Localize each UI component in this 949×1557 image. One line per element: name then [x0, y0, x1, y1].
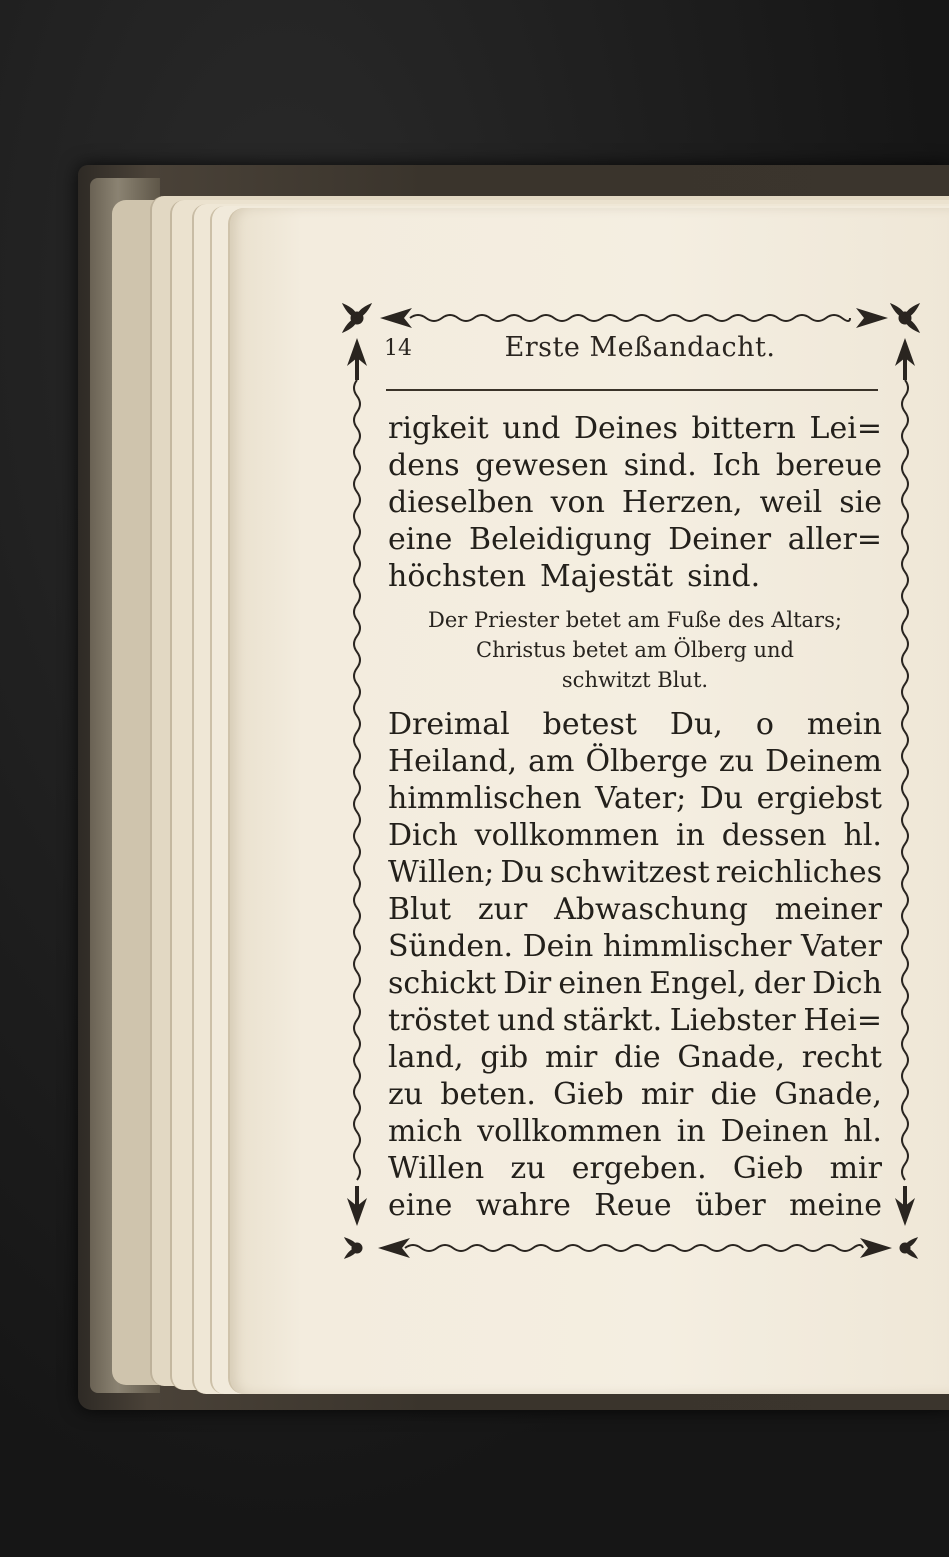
- word: himmlischer: [602, 929, 792, 964]
- text-line: [388, 817, 882, 854]
- word: Willen;: [388, 855, 495, 890]
- page-number: 14: [384, 336, 412, 361]
- word: aller=: [787, 522, 882, 557]
- word: der: [753, 966, 806, 1001]
- word: Dreimal: [388, 707, 510, 742]
- text-line: [388, 1039, 882, 1076]
- word: mein: [806, 707, 882, 742]
- word: dens: [388, 448, 460, 483]
- arrow-left-icon: [380, 308, 412, 328]
- word: mir: [640, 1077, 694, 1112]
- word: Ölberge: [585, 744, 708, 779]
- word: hl.: [843, 818, 882, 853]
- word: am: [528, 744, 575, 779]
- word: höchsten: [388, 559, 527, 594]
- word: bereue: [775, 448, 882, 483]
- word: ergiebst: [756, 781, 882, 816]
- text-line: [388, 558, 882, 595]
- word: Vater;: [595, 781, 687, 816]
- word: wahre: [475, 1188, 571, 1223]
- word: weil: [759, 485, 823, 520]
- word: Engel,: [649, 966, 747, 1001]
- word: mir: [829, 1151, 882, 1186]
- word: hl.: [843, 1114, 882, 1149]
- word: dessen: [721, 818, 827, 853]
- word: zu: [718, 744, 755, 779]
- word: sind.: [623, 448, 697, 483]
- paragraph-1: [388, 410, 882, 595]
- word: Gnade,: [774, 1077, 882, 1112]
- word: und: [502, 411, 561, 446]
- word: die: [614, 1040, 661, 1075]
- word: Du: [500, 855, 544, 890]
- word: die: [710, 1077, 758, 1112]
- word: in: [675, 818, 705, 853]
- word: Dein: [522, 929, 594, 964]
- text-line: [388, 965, 882, 1002]
- word: Deiner: [668, 522, 772, 557]
- corner-ornament-icon: [900, 1238, 917, 1258]
- word: Dich: [388, 818, 458, 853]
- word: Reue: [594, 1188, 672, 1223]
- word: Hei=: [803, 1003, 882, 1038]
- word: betest: [542, 707, 637, 742]
- header-rule: [386, 389, 878, 391]
- text-line: [388, 1187, 882, 1224]
- word: zu: [510, 1151, 546, 1186]
- word: zur: [477, 892, 528, 927]
- text-line: [388, 1076, 882, 1113]
- word: mir: [544, 1040, 598, 1075]
- word: Ich: [712, 448, 761, 483]
- word: Deinem: [765, 744, 882, 779]
- word: Du,: [669, 707, 723, 742]
- word: meine: [789, 1188, 882, 1223]
- corner-ornament-icon: [343, 304, 371, 332]
- rubric-line: schwitzt Blut.: [561, 668, 709, 692]
- word: dieselben: [388, 485, 534, 520]
- word: Herzen,: [621, 485, 743, 520]
- word: tröstet: [388, 1003, 490, 1038]
- word: Blut: [388, 892, 452, 927]
- corner-ornament-icon: [345, 1238, 362, 1258]
- text-line: [388, 1113, 882, 1150]
- word: o: [755, 707, 774, 742]
- word: vollkommen: [477, 1114, 662, 1149]
- word: schwitzest: [549, 855, 710, 890]
- arrow-right-icon: [860, 1238, 892, 1258]
- word: stärkt.: [562, 1003, 663, 1038]
- word: rigkeit: [388, 411, 489, 446]
- word: sie: [839, 485, 882, 520]
- text-line: [388, 854, 882, 891]
- word: eine: [388, 1188, 453, 1223]
- left-wavy-rule: [354, 380, 360, 1180]
- word: ergeben.: [571, 1151, 707, 1186]
- text-line: [388, 780, 882, 817]
- word: Gieb: [732, 1151, 804, 1186]
- word: einen: [558, 966, 643, 1001]
- word: bittern: [691, 411, 796, 446]
- word: recht: [801, 1040, 882, 1075]
- word: Vater: [801, 929, 882, 964]
- word: Heiland,: [388, 744, 518, 779]
- word: Du: [699, 781, 744, 816]
- word: Majestät: [540, 559, 674, 594]
- top-wavy-rule: [410, 315, 850, 321]
- word: gewesen: [475, 448, 609, 483]
- text-line: [388, 1150, 882, 1187]
- word: Gnade,: [677, 1040, 785, 1075]
- word: sind.: [687, 559, 761, 594]
- paragraph-2: [388, 706, 882, 1224]
- word: Willen: [388, 1151, 485, 1186]
- word: eine: [388, 522, 453, 557]
- text-line: [388, 743, 882, 780]
- word: von: [550, 485, 605, 520]
- word: gib: [480, 1040, 529, 1075]
- bottom-wavy-rule: [405, 1245, 863, 1251]
- word: Deinen: [720, 1114, 829, 1149]
- text-line: [388, 928, 882, 965]
- rubric-line: Christus betet am Ölberg und: [476, 638, 794, 662]
- word: über: [695, 1188, 766, 1223]
- word: Lei=: [809, 411, 882, 446]
- rubric-line: Der Priester betet am Fuße des Altars;: [428, 608, 842, 632]
- word: zu: [388, 1077, 424, 1112]
- word: Beleidigung: [469, 522, 652, 557]
- word: Gieb: [553, 1077, 624, 1112]
- text-line: [388, 891, 882, 928]
- text-line: [388, 1002, 882, 1039]
- text-line: [388, 706, 882, 743]
- text-line: [388, 410, 882, 447]
- word: Dir: [503, 966, 552, 1001]
- word: beten.: [440, 1077, 536, 1112]
- word: himmlischen: [388, 781, 582, 816]
- word: Abwaschung: [554, 892, 748, 927]
- word: vollkommen: [474, 818, 660, 853]
- arrow-right-icon: [856, 308, 888, 328]
- text-line: [388, 447, 882, 484]
- text-line: [388, 484, 882, 521]
- word: Liebster: [669, 1003, 796, 1038]
- word: Dich: [812, 966, 882, 1001]
- word: schickt: [388, 966, 497, 1001]
- corner-ornament-icon: [891, 304, 919, 332]
- word: und: [497, 1003, 556, 1038]
- rubric-instruction: [388, 605, 882, 695]
- word: land,: [388, 1040, 464, 1075]
- word: Sünden.: [388, 929, 514, 964]
- text-line: [388, 521, 882, 558]
- word: in: [676, 1114, 706, 1149]
- word: meiner: [774, 892, 882, 927]
- right-wavy-rule: [902, 380, 908, 1180]
- word: reichliches: [715, 855, 882, 890]
- word: Deines: [573, 411, 678, 446]
- word: mich: [388, 1114, 463, 1149]
- running-title: Erste Meßandacht.: [504, 332, 776, 363]
